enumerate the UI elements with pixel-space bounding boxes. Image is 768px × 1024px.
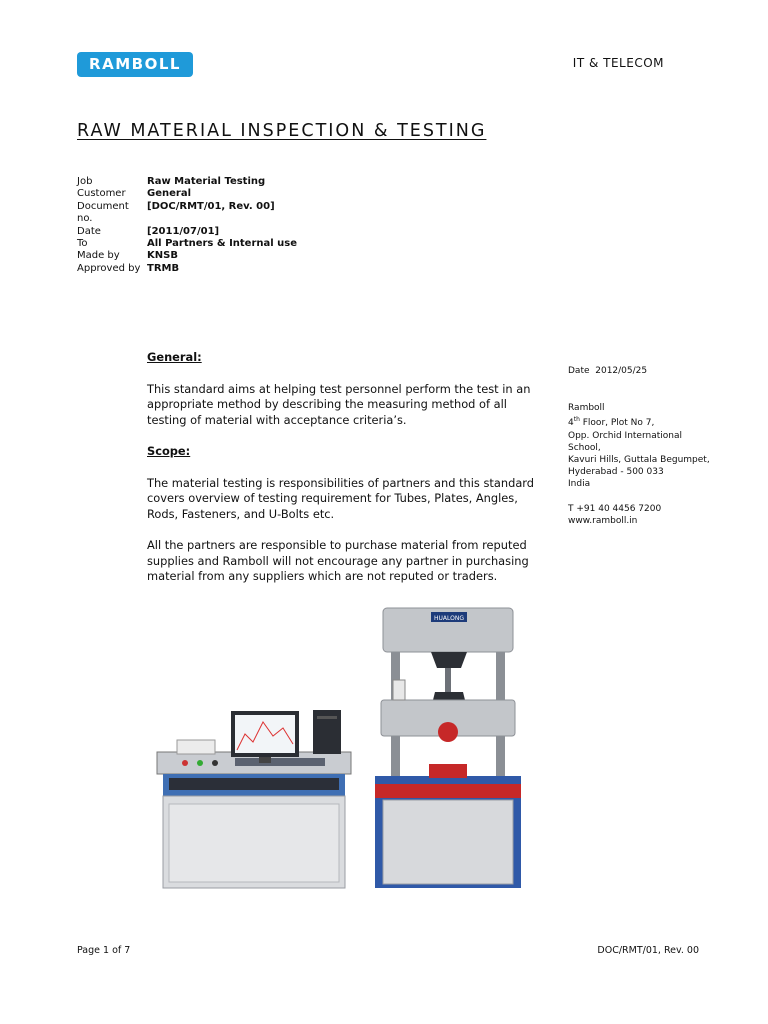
meta-value: General: [147, 188, 191, 200]
scope-heading: Scope:: [147, 444, 191, 458]
meta-value: TRMB: [147, 262, 180, 274]
testing-machine-photo: [145, 604, 543, 894]
meta-value: All Partners & Internal use: [147, 238, 298, 250]
address-sidebar: [568, 365, 718, 527]
meta-row-approved-by: [77, 263, 297, 275]
floor-number: 4: [568, 418, 574, 429]
phone-number: T +91 40 4456 7200: [568, 503, 662, 514]
meta-label: Made by: [77, 250, 120, 262]
address-line-3: School,: [568, 442, 601, 453]
address-line-2: Opp. Orchid International: [568, 430, 682, 441]
company-name: Ramboll: [568, 403, 605, 414]
meta-row-document-no: [77, 213, 297, 225]
meta-row-to: [77, 238, 297, 250]
meta-row-job: [77, 176, 297, 188]
footer-doc-ref: DOC/RMT/01, Rev. 00: [597, 945, 699, 956]
meta-label: no.: [77, 213, 93, 225]
meta-value: KNSB: [147, 250, 178, 262]
meta-label: Date: [77, 225, 101, 237]
meta-label: Approved by: [77, 262, 141, 274]
meta-label: Document: [77, 200, 129, 212]
meta-value: Raw Material Testing: [147, 176, 266, 187]
division-label: IT & TELECOM: [572, 56, 664, 70]
document-body: [147, 350, 547, 601]
meta-label: Job: [77, 176, 93, 187]
sidebar-date-label: Date: [568, 366, 590, 376]
ramboll-logo: RAMBOLL: [77, 52, 193, 77]
meta-row-document: [77, 201, 297, 213]
scope-paragraph-1: The material testing is responsibilities of partners and this standard covers overview of testing requirement for Tubes, Plates, Angles, Rods, Fasteners, and U-Bolts etc.: [147, 475, 535, 521]
meta-row-date: [77, 226, 297, 238]
machine-brand-label: HUALONG: [434, 615, 464, 622]
meta-value: [DOC/RMT/01, Rev. 00]: [147, 200, 275, 212]
floor-suffix: th: [573, 416, 580, 424]
meta-row-made-by: [77, 250, 297, 262]
meta-label: Customer: [77, 188, 126, 200]
testing-machine-illustration: [145, 604, 543, 894]
meta-row-customer: [77, 188, 297, 200]
meta-label: To: [77, 238, 88, 250]
address-line-5: Hyderabad - 500 033: [568, 467, 664, 478]
address-line-6: India: [568, 479, 591, 490]
general-heading: General:: [147, 350, 202, 364]
scope-paragraph-2: All the partners are responsible to purchase material from reputed supplies and Ramboll will not encourage any partner in purchasing material from any suppliers which are not reputed or traders.: [147, 538, 529, 583]
document-meta-table: [77, 176, 297, 275]
website-link[interactable]: www.ramboll.in: [568, 515, 638, 526]
sidebar-date-value: 2012/05/25: [595, 366, 648, 376]
page-number: Page 1 of 7: [77, 945, 131, 956]
address-line-4: Kavuri Hills, Guttala Begumpet,: [568, 455, 710, 466]
sidebar-date: [568, 365, 718, 377]
document-title: RAW MATERIAL INSPECTION & TESTING: [77, 121, 487, 141]
meta-value: [2011/07/01]: [147, 225, 220, 237]
floor-rest: Floor, Plot No 7,: [579, 418, 655, 429]
address-line-1: [568, 414, 718, 429]
general-paragraph: This standard aims at helping test personnel perform the test in an appropriate method by describing the measuring method of all testing of material with acceptance criteria’s.: [147, 381, 531, 427]
